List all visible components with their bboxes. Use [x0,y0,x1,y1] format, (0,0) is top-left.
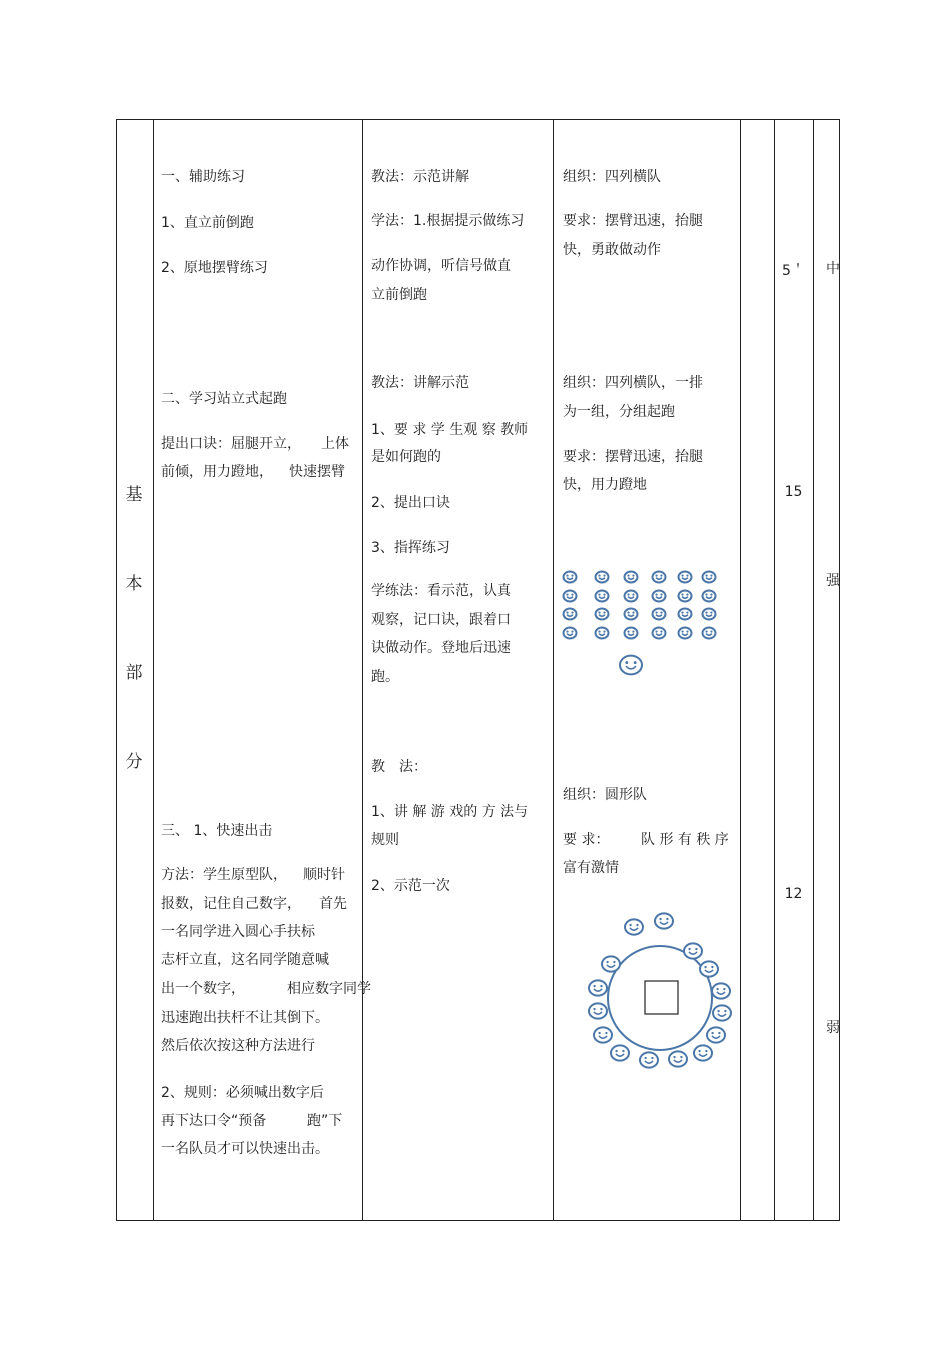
method-line: 3、指挥练习 [371,540,450,556]
intensity-value: 弱 [826,1020,840,1036]
smiley-face-icon [700,961,718,976]
content-line: 再下达口令“预备 [161,1113,267,1129]
method-line: 观察，记口诀，跟着口 [371,612,511,628]
smiley-face-icon [679,571,692,582]
smiley-face-icon [596,590,609,601]
section-char: 分 [125,752,143,772]
content-line: 前倾，用力蹬地， [161,464,273,480]
time-value: 5＇ [782,263,805,279]
smiley-face-icon [703,627,716,638]
org-line: 要求：摆臂迅速，抬腿 [563,449,703,465]
smiley-face-icon [596,608,609,619]
content-heading: 二、学习站立式起跑 [161,391,287,407]
content-line: 提出口诀：屈腿开立， [161,436,301,452]
method-line: 1、讲 解 游 戏的 方 法与 [371,804,529,820]
method-line: 是如何跑的 [371,449,441,465]
smiley-face-icon [707,1027,725,1042]
org-line: 队 形 有 秩 序 [641,832,729,848]
smiley-face-icon [679,608,692,619]
content-line: 上体 [321,436,349,452]
method-line: 教法：讲解示范 [371,375,469,391]
smiley-face-icon [625,571,638,582]
org-line: 组织：四列横队 [563,169,661,185]
method-line: 2、示范一次 [371,878,450,894]
smiley-face-icon [679,590,692,601]
content-line: 迅速跑出扶杆不让其倒下。 [161,1010,329,1026]
org-line: 要 求： [563,832,610,848]
smiley-face-icon [589,1003,607,1018]
content-item: 2、原地摆臂练习 [161,260,268,276]
content-line: 方法：学生原型队， [161,867,287,883]
square-marker-icon [645,981,678,1014]
smiley-face-icon [669,1051,687,1066]
smiley-face-icon [712,983,730,998]
smiley-face-icon [703,571,716,582]
smiley-face-icon [564,571,577,582]
org-line: 组织：圆形队 [563,787,647,803]
org-line: 组织：四列横队，一排 [563,375,703,391]
smiley-face-icon [713,1005,731,1020]
smiley-face-icon [625,590,638,601]
smiley-face-icon [602,956,620,971]
method-line: 教法：示范讲解 [371,169,469,185]
content-heading: 三、 1、快速出击 [161,823,273,839]
method-line: 规则 [371,832,399,848]
content-line: 相应数字同学 [287,981,371,997]
smiley-face-icon [564,627,577,638]
method-line: 学练法：看示范，认真 [371,583,511,599]
method-line: 2、提出口诀 [371,495,450,511]
section-char: 基 [125,485,143,505]
smiley-face-icon [589,980,607,995]
smiley-face-icon [684,943,702,958]
time-value: 15 [784,484,803,500]
org-line: 要求：摆臂迅速，抬腿 [563,213,703,229]
method-line: 动作协调，听信号做直 [371,258,511,274]
org-line: 富有激情 [563,860,619,876]
section-char: 本 [125,574,143,594]
smiley-face-icon [694,1045,712,1060]
content-line: 一名同学进入圆心手扶标 [161,924,315,940]
smiley-face-icon [625,627,638,638]
smiley-face-icon [679,627,692,638]
method-line: 诀做动作。登地后迅速 [371,640,511,656]
method-line: 1、要 求 学 生观 察 教师 [371,422,529,438]
method-line: 立前倒跑 [371,287,427,303]
smiley-face-icon [596,627,609,638]
smiley-face-icon [653,571,666,582]
smiley-face-icon [640,1052,658,1067]
smiley-face-icon [620,656,642,675]
method-line: 学法：1.根据提示做练习 [371,213,525,229]
smiley-face-icon [594,1027,612,1042]
smiley-face-icon [611,1045,629,1060]
content-line: 首先 [319,896,347,912]
content-item: 1、直立前倒跑 [161,215,254,231]
content-heading: 一、辅助练习 [161,169,245,185]
content-line: 报数，记住自己数字， [161,896,301,912]
smiley-face-icon [703,590,716,601]
org-line: 快，勇敢做动作 [563,242,661,258]
smiley-face-icon [703,608,716,619]
time-value: 12 [784,886,803,902]
content-line: 然后依次按这种方法进行 [161,1038,315,1054]
content-line: 出一个数字， [161,981,245,997]
smiley-face-icon [653,608,666,619]
method-line: 跑。 [371,669,399,685]
method-line: 教 法： [371,759,427,775]
smiley-face-icon [564,608,577,619]
org-line: 快，用力蹬地 [563,477,647,493]
smiley-face-icon [653,627,666,638]
smiley-face-icon [655,913,673,928]
smiley-face-icon [564,590,577,601]
smiley-face-icon [596,571,609,582]
section-char: 部 [125,663,143,683]
content-line: 志杆立直，这名同学随意喊 [161,952,329,968]
content-line: 顺时针 [303,867,345,883]
intensity-value: 强 [826,573,840,589]
content-line: 跑”下 [307,1113,343,1129]
smiley-face-icon [653,590,666,601]
org-line: 为一组，分组起跑 [563,404,675,420]
intensity-value: 中 [826,261,840,277]
content-line: 快速摆臂 [289,464,345,480]
content-line: 一名队员才可以快速出击。 [161,1141,329,1157]
content-line: 2、规则：必须喊出数字后 [161,1085,324,1101]
smiley-face-icon [625,919,643,934]
smiley-face-icon [625,608,638,619]
